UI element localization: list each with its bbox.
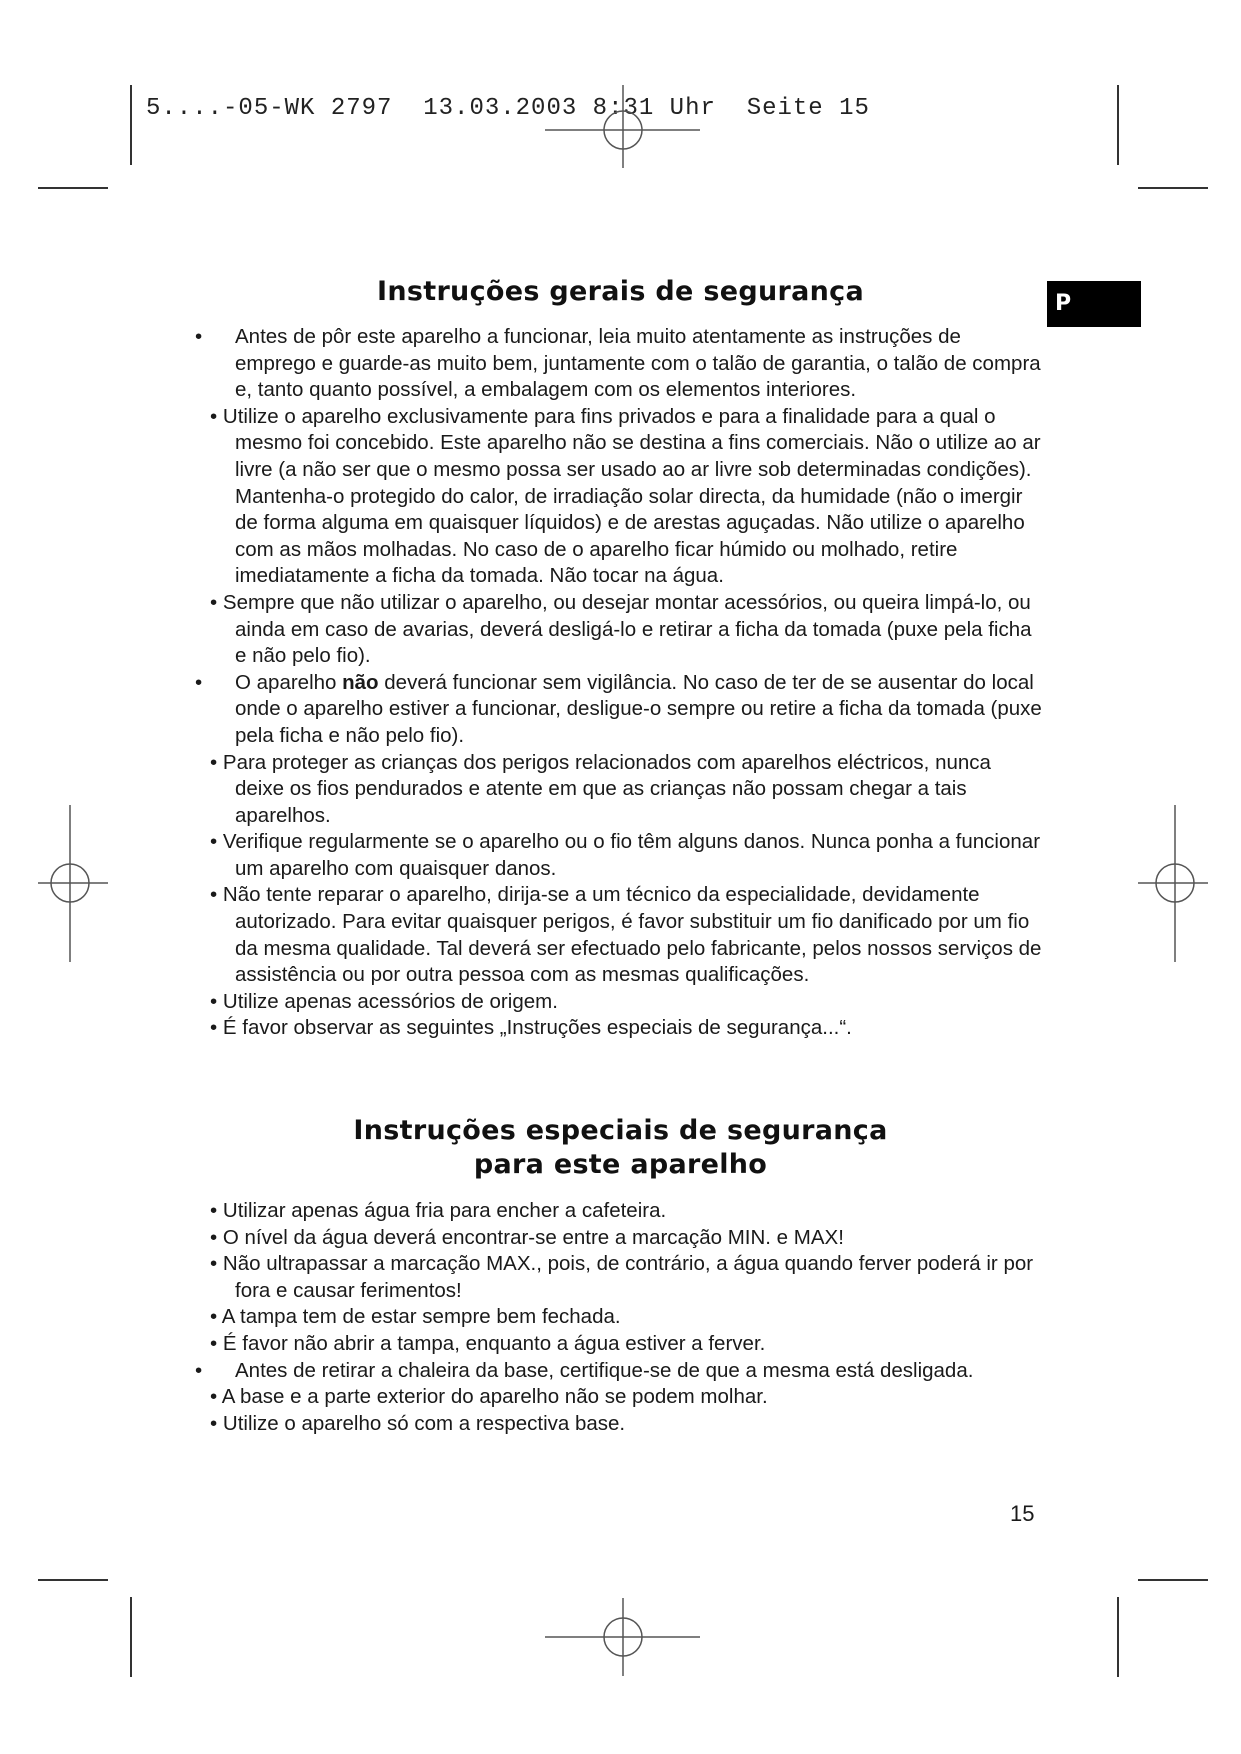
list-item-text: Sempre que não utilizar o aparelho, ou desejar montar acessórios, ou queira limpá-lo, ou ainda em caso de avarias, deverá desligá-lo e retirar a ficha da tomada (puxe pela ficha e não pelo fio).	[222, 590, 1032, 668]
bullet-icon: •	[210, 1252, 218, 1276]
list-item	[0, 1304, 1043, 1331]
general-safety-list	[0, 324, 1043, 1042]
list-item-text: A tampa tem de estar sempre bem fechada.	[221, 1305, 621, 1329]
list-item-text: Antes de retirar a chaleira da base, certifique-se de que a mesma está desligada.	[235, 1358, 974, 1382]
list-item	[0, 1225, 1043, 1252]
registration-mark-bottom-icon	[545, 1598, 700, 1676]
bullet-icon: •	[210, 750, 218, 774]
list-item-text: É favor observar as seguintes „Instruções especiais de segurança...“.	[222, 1016, 852, 1040]
bullet-icon: •	[210, 1305, 218, 1329]
bullet-icon: •	[210, 1016, 218, 1040]
list-item-text: Verifique regularmente se o aparelho ou o fio têm alguns danos. Nunca ponha a funcionar um aparelho com quaisquer danos.	[222, 830, 1041, 880]
list-item	[0, 829, 1043, 882]
bullet-icon: •	[195, 325, 203, 348]
list-item-text: Para proteger as crianças dos perigos relacionados com aparelhos eléctricos, nunca deixe os fios pendurados e atente em que as crianças não possam chegar a tais aparelhos.	[222, 750, 991, 827]
list-item	[0, 590, 1043, 670]
list-item-text: É favor não abrir a tampa, enquanto a água estiver a ferver.	[222, 1331, 766, 1355]
section-title-special-safety	[0, 1114, 1241, 1182]
bullet-icon: •	[210, 404, 218, 428]
list-item-text: O nível da água deverá encontrar-se entre a marcação MIN. e MAX!	[222, 1225, 844, 1249]
section-title-line-1: Instruções especiais de segurança	[353, 1115, 888, 1146]
bullet-icon: •	[210, 1411, 218, 1435]
bullet-icon: •	[210, 1331, 218, 1355]
registration-mark-top-icon	[545, 85, 700, 168]
list-item	[0, 882, 1043, 988]
list-item-text: Utilize o aparelho exclusivamente para fins privados e para a finalidade para a qual o mesmo foi concebido. Este aparelho não se destina a fins comerciais. Não o utilize ao ar livre (a não ser que o mesmo possa ser usado ao ar livre sob determinadas condições). Mantenha-o protegido do calor, de irradiação solar directa, da humidade (não o imergir de forma alguma em quaisquer líquidos) e de arestas aguçadas. Não utilize o aparelho com as mãos molhadas. No caso de o aparelho ficar húmido ou molhado, retire imediatamente a ficha da tomada. Não tocar na água.	[222, 404, 1041, 588]
bullet-icon: •	[195, 670, 203, 694]
list-item-text: Não tente reparar o aparelho, dirija-se a um técnico da especialidade, devidamente autorizado. Para evitar quaisquer perigos, é favor substituir um fio danificado por um fio da mesma qualidade. Tal deverá ser efectuado pelo fabricante, pelos nossos serviços de assistência ou por outra pessoa com as mesmas qualificações.	[222, 883, 1042, 987]
list-item	[0, 404, 1043, 590]
section-title-general-safety	[0, 275, 1241, 309]
list-item-text: Não ultrapassar a marcação MAX., pois, de contrário, a água quando ferver poderá ir por fora e causar ferimentos!	[222, 1252, 1034, 1302]
list-item	[0, 1411, 1043, 1438]
list-item	[0, 670, 1043, 750]
list-item	[0, 1358, 1043, 1385]
list-item-text-before: O aparelho	[235, 670, 343, 694]
bullet-icon: •	[210, 830, 218, 854]
list-item-text: A base e a parte exterior do aparelho não se podem molhar.	[221, 1385, 768, 1409]
print-slug-header: 5....-05-WK 2797 13.03.2003 8:31 Uhr Seite 15	[146, 95, 870, 122]
list-item	[0, 324, 1043, 404]
list-item-text: Utilizar apenas água fria para encher a cafeteira.	[222, 1199, 667, 1222]
list-item	[0, 1384, 1043, 1411]
bullet-icon: •	[195, 1358, 203, 1382]
bullet-icon: •	[210, 989, 218, 1013]
list-item	[0, 1251, 1043, 1304]
list-item-text-after: deverá funcionar sem vigilância. No caso de ter de se ausentar do local onde o aparelho estiver a funcionar, desligue-o sempre ou retire a ficha da tomada (puxe pela ficha e não pelo fio).	[235, 670, 1042, 747]
special-safety-list	[0, 1198, 1043, 1437]
bullet-icon: •	[210, 1199, 218, 1222]
bullet-icon: •	[210, 883, 218, 907]
list-item	[0, 1198, 1043, 1225]
bullet-icon: •	[210, 1385, 218, 1409]
bullet-icon: •	[210, 1225, 218, 1249]
list-item	[0, 989, 1043, 1016]
list-item-emphasis: não	[342, 670, 379, 694]
list-item-text: Antes de pôr este aparelho a funcionar, leia muito atentamente as instruções de emprego e guarde-as muito bem, juntamente com o talão de garantia, o talão de compra e, tanto quanto possível, a embalagem com os elementos interiores.	[235, 325, 1041, 402]
section-title-text: Instruções gerais de segurança	[377, 276, 864, 307]
list-item	[0, 1015, 1043, 1042]
list-item	[0, 1331, 1043, 1358]
list-item-text: Utilize o aparelho só com a respectiva base.	[222, 1411, 626, 1435]
bullet-icon: •	[210, 590, 218, 614]
page-number: 15	[1010, 1501, 1035, 1526]
list-item	[0, 750, 1043, 830]
section-title-line-2: para este aparelho	[473, 1149, 768, 1180]
list-item-text: Utilize apenas acessórios de origem.	[222, 989, 558, 1013]
registration-mark-right-icon	[1138, 805, 1208, 962]
language-tab-portuguese: P	[1047, 281, 1141, 327]
